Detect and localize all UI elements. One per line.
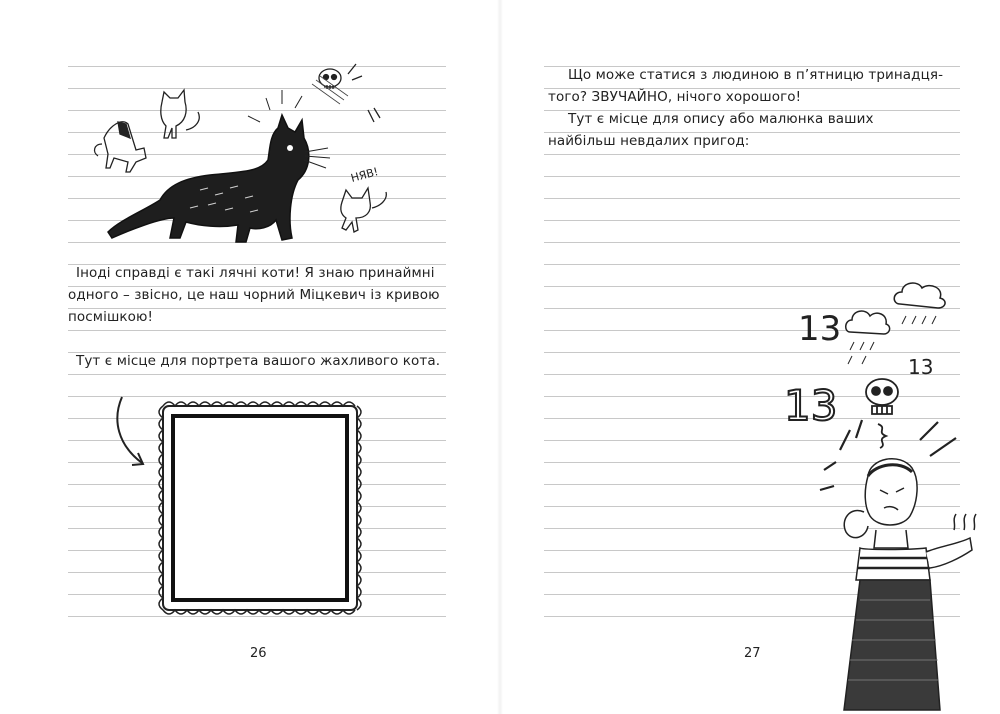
left-paragraph1-line1: Іноді справді є такі лячні коти! Я знаю принаймні [76,265,435,281]
right-paragraph2-line2: найбільш невдалих пригод: [548,133,750,149]
right-paragraph2-line1: Тут є місце для опису або малюнка ваших [568,111,874,127]
left-paragraph1-line3: посмішкою! [68,309,153,325]
left-paragraph2: Тут є місце для портрета вашого жахливого кота. [76,353,441,369]
skull-icon [312,64,380,122]
girl-figure [844,459,976,710]
left-paragraph1-line2: одного – звісно, це наш чорний Міцкевич із кривою [68,287,440,303]
page-number-left: 26 [250,646,267,661]
cats-illustration [90,60,420,250]
small-cat-doodle-1 [161,90,199,138]
unlucky-girl-illustration [780,280,1000,710]
cat-meow-label: НЯВ! [349,165,380,185]
rain-cloud-icon [846,311,890,364]
number-13-top: 13 [798,309,842,349]
curved-arrow-icon [110,395,150,475]
right-paragraph1-line2: того? ЗВУЧАЙНО, нічого хорошого! [548,89,802,105]
black-cat-drawing [108,90,330,242]
right-paragraph1-line1: Що може статися з людиною в п’ятницю тринадця- [568,67,944,83]
right-page [500,0,1000,714]
small-cat-doodle-3 [341,165,387,232]
number-13-large: 13 [784,381,838,430]
small-cat-doodle-2 [95,122,146,172]
page-number-right: 27 [744,646,761,661]
portrait-frame [155,398,365,618]
rain-cloud-icon [894,283,945,324]
skull-icon [866,379,898,448]
number-13-small: 13 [908,355,934,379]
